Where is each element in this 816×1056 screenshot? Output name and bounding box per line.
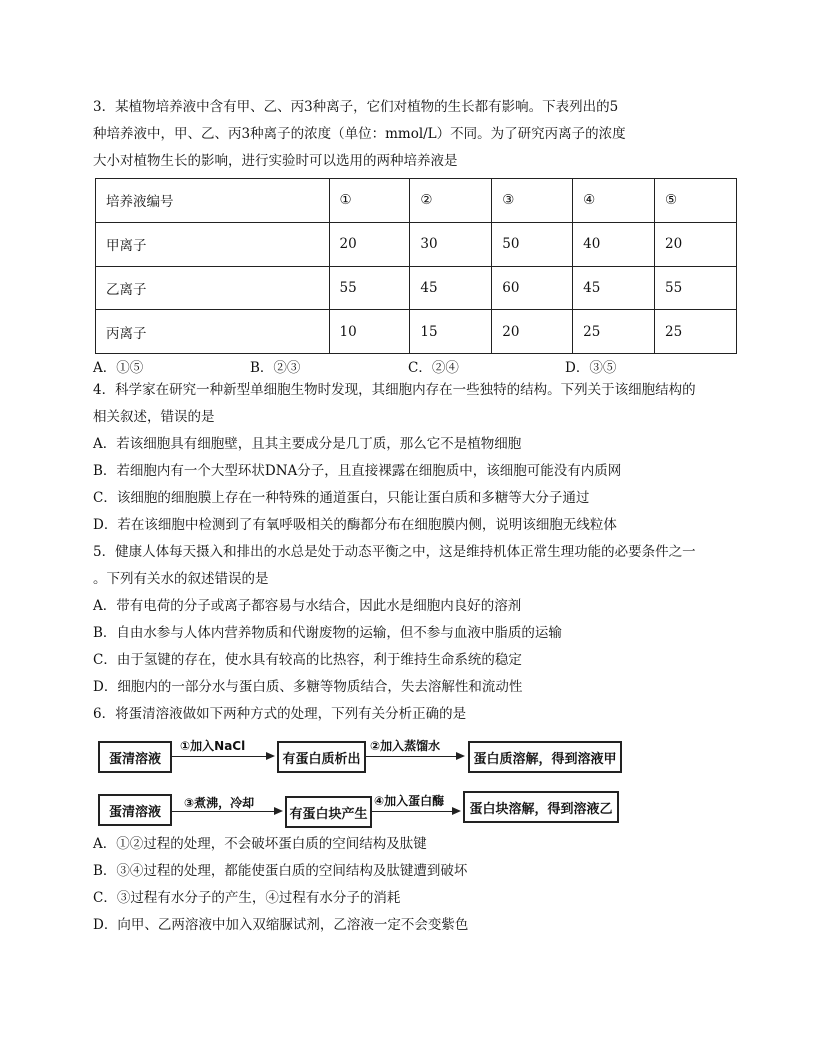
table-header-row: [96, 179, 737, 223]
q4-stem-line2: 相关叙述，错误的是: [93, 409, 215, 425]
q5-option-c: C．由于氢键的存在，使水具有较高的比热容，利于维持生命系统的稳定: [93, 652, 522, 668]
flow1-arrow2-label: ②加入蒸馏水: [370, 739, 441, 753]
table-cell: 培养液编号: [96, 179, 330, 223]
q3-option-c: C．②④: [408, 360, 459, 376]
table-row: [96, 266, 737, 310]
table-cell: 25: [573, 310, 655, 354]
flow1-box-egg-white: 蛋清溶液: [98, 741, 172, 773]
flow2-box-protein-lump: 有蛋白块产生: [285, 796, 372, 828]
table-cell: ③: [492, 179, 573, 223]
q5-option-b: B．自由水参与人体内营养物质和代谢废物的运输，但不参与血液中脂质的运输: [93, 625, 562, 641]
table-cell: 45: [573, 266, 655, 310]
q3-stem-line3: 大小对植物生长的影响，进行实验时可以选用的两种培养液是: [93, 153, 458, 169]
table-cell: 40: [573, 222, 655, 266]
table-cell: ①: [329, 179, 410, 223]
q5-option-d: D．细胞内的一部分水与蛋白质、多糖等物质结合，失去溶解性和流动性: [93, 679, 523, 695]
table-cell: 乙离子: [96, 266, 330, 310]
table-cell: 55: [655, 266, 737, 310]
q6-stem: 6．将蛋清溶液做如下两种方式的处理，下列有关分析正确的是: [93, 706, 467, 722]
flow2-arrow2-label: ④加入蛋白酶: [374, 794, 445, 808]
flow2-box-solution-yi: 蛋白块溶解，得到溶液乙: [463, 791, 619, 823]
q3-option-d: D．③⑤: [565, 360, 617, 376]
table-cell: 50: [492, 222, 573, 266]
flow1-box-precipitate: 有蛋白质析出: [277, 741, 366, 773]
flow2-arrow2: [370, 811, 459, 812]
table-cell: 55: [329, 266, 410, 310]
table-cell: 15: [410, 310, 492, 354]
q6-option-b: B．③④过程的处理，都能使蛋白质的空间结构及肽键遭到破坏: [93, 863, 468, 879]
table-cell: 45: [410, 266, 492, 310]
q3-stem-line1: 3．某植物培养液中含有甲、乙、丙3种离子，它们对植物的生长都有影响。下表列出的5: [93, 99, 619, 115]
q5-option-a: A．带有电荷的分子或离子都容易与水结合，因此水是细胞内良好的溶剂: [93, 598, 522, 614]
table-cell: 丙离子: [96, 310, 330, 354]
flow1-arrow2: [364, 756, 463, 757]
q4-option-b: B．若细胞内有一个大型环状DNA分子，且直接裸露在细胞质中，该细胞可能没有内质网: [93, 463, 622, 479]
table-cell: 20: [329, 222, 410, 266]
flow2-arrow1: [170, 811, 281, 812]
flow1-arrow1: [170, 756, 273, 757]
table-cell: 20: [492, 310, 573, 354]
flow1-box-solution-jia: 蛋白质溶解，得到溶液甲: [468, 741, 622, 773]
flow2-box-egg-white: 蛋清溶液: [98, 794, 172, 826]
table-row: [96, 310, 737, 354]
table-cell: 25: [655, 310, 737, 354]
q3-stem-line2: 种培养液中，甲、乙、丙3种离子的浓度（单位：mmol/L）不同。为了研究丙离子的浓度: [93, 126, 626, 142]
table-cell: ④: [573, 179, 655, 223]
q4-stem-line1: 4．科学家在研究一种新型单细胞生物时发现，其细胞内存在一些独特的结构。下列关于该细胞结构的: [93, 382, 696, 398]
q6-option-d: D．向甲、乙两溶液中加入双缩脲试剂，乙溶液一定不会变紫色: [93, 917, 469, 933]
table-cell: 60: [492, 266, 573, 310]
q3-option-a: A．①⑤: [93, 360, 144, 376]
q3-option-b: B．②③: [250, 360, 301, 376]
q6-option-a: A．①②过程的处理，不会破坏蛋白质的空间结构及肽键: [93, 836, 427, 852]
flow2-arrow1-label: ③煮沸，冷却: [184, 796, 255, 810]
table-cell: ②: [410, 179, 492, 223]
table-cell: 30: [410, 222, 492, 266]
q6-option-c: C．③过程有水分子的产生，④过程有水分子的消耗: [93, 890, 401, 906]
q4-option-a: A．若该细胞具有细胞壁，且其主要成分是几丁质，那么它不是植物细胞: [93, 436, 522, 452]
ion-concentration-table: [95, 178, 737, 354]
table-cell: 甲离子: [96, 222, 330, 266]
table-cell: ⑤: [655, 179, 737, 223]
q5-stem-line1: 5．健康人体每天摄入和排出的水总是处于动态平衡之中，这是维持机体正常生理功能的必要条件之一: [93, 544, 696, 560]
table-cell: 20: [655, 222, 737, 266]
flow1-arrow1-label: ①加入NaCl: [180, 739, 246, 753]
q4-option-c: C．该细胞的细胞膜上存在一种特殊的通道蛋白，只能让蛋白质和多糖等大分子通过: [93, 490, 590, 506]
table-cell: 10: [329, 310, 410, 354]
q4-option-d: D．若在该细胞中检测到了有氧呼吸相关的酶都分布在细胞膜内侧，说明该细胞无线粒体: [93, 517, 617, 533]
q5-stem-line2: 。下列有关水的叙述错误的是: [93, 571, 269, 587]
table-row: [96, 222, 737, 266]
